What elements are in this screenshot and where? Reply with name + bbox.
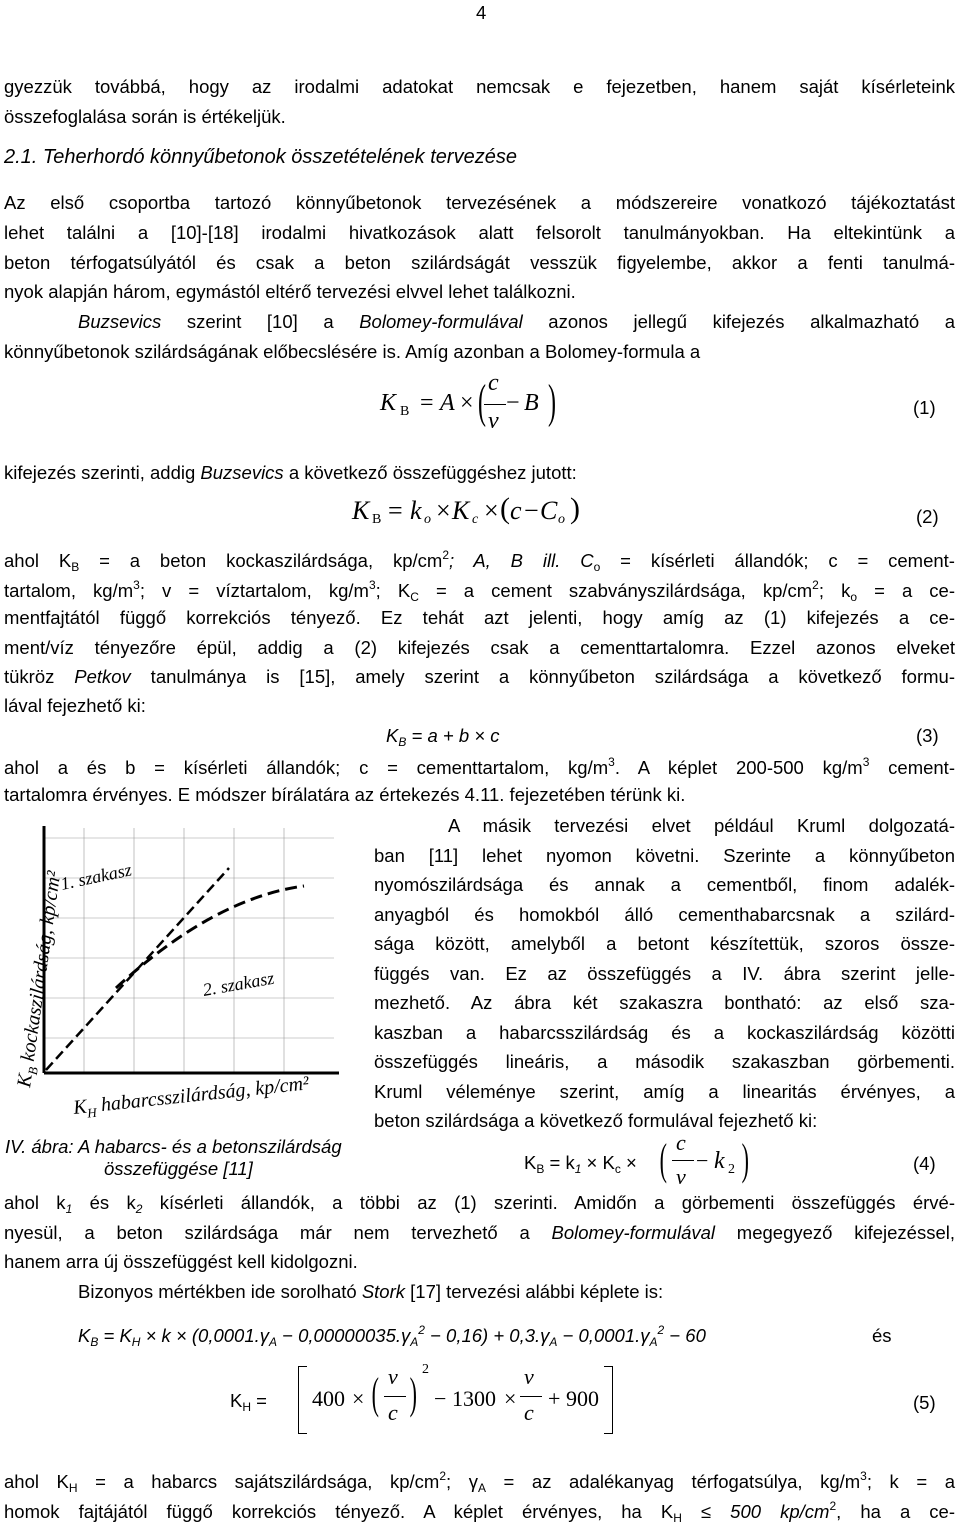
strength-relation-chart [4,818,364,1136]
paragraph-line: sága között, amelyből a betont készítettük, szoros össze- [374,933,955,954]
paragraph-line: mezhető. Az ábra két szakaszra bontható: az első sza- [374,992,955,1013]
paragraph-line: könnyűbetonok szilárdságának előbecslésére is. Amíg azonban a Bolomey-formula a [4,341,701,362]
word-es: és [872,1325,892,1346]
figure-caption: összefüggése [11] [104,1158,253,1179]
paragraph-line: gyezzük továbbá, hogy az irodalmi adatokat nemcsak e fejezetben, hanem saját kísérleteink [4,76,955,97]
equation-5: $K_H$ = 400 × ( v c ) 2 − 1300 × v c + 900 [230,1362,650,1438]
paragraph-line: anyagból és homokból álló cementhabarcsnak a szilárd- [374,903,955,925]
paragraph-line: ahol a és b = kísérleti állandók; c = cementtartalom, $kg/m^3$. A képlet 200-500 $kg/m^3$ cement- [4,755,955,778]
equation-4: $K_B = k_1 \times K_c$ × ( c v − k 2 ) [524,1130,749,1189]
segment-1-label: 1. szakasz [58,859,134,894]
page-number: 4 [476,2,487,23]
segment-2-label: 2. szakasz [201,967,276,1000]
equation-1-label: (1) [913,397,936,418]
paragraph-line: kaszban a habarcsszilárdság és a kockaszilárdság közötti [374,1021,955,1043]
paragraph-line: Az első csoportba tartozó könnyűbetonok tervezésének a módszereire vonatkozó tájékoztatást [4,192,955,213]
figure-caption: IV. ábra: A habarcs- és a betonszilárdság [5,1136,342,1157]
equation-1: K B = A × ( c v − B ) [380,370,556,434]
paragraph-line: kifejezés szerinti, addig Buzsevics a következő összefüggéshez jutott: [4,462,577,483]
paragraph-right [374,815,955,1140]
paragraph-line: beton térfogatsúlyától és csak a beton szilárdságát vesszük figyelembe, akkor a fenti tanulmá- [4,252,955,273]
equation-5-label: (5) [913,1392,936,1413]
paragraph-line: tükröz Petkov tanulmánya is [15], amely szerint a könnyűbeton szilárdsága a következő formu- [4,666,955,687]
equation-3: $K_B = a + b \times c$ [386,725,500,749]
paragraph-line: ahol $K_H = a$ habarcs sajátszilárdsága, $kp/cm^2$; $\gamma_A$ = az adalékanyag térfogatsúlya, $kg/m^3$; k = a [4,1469,955,1495]
equation-2: K B = k o × K c × ( c − C o ) [352,492,580,527]
curved-segment [116,886,304,988]
paragraph-line: Kruml véleménye szerint, amíg a linearitás érvényes, a [374,1080,955,1102]
equation-4-label: (4) [913,1153,936,1174]
paragraph-line: Bizonyos mértékben ide sorolható Stork [17] tervezési alábbi képlete is: [78,1281,664,1302]
paragraph-line: ahol $K_B = a$ beton kockaszilárdsága, $kp/cm^2$; A, B ill. $C_o$ = kísérleti állandók; c = cement- [4,548,955,574]
paragraph-line: Buzsevics szerint [10] a Bolomey-formulával azonos jellegű kifejezés alkalmazható a [78,311,955,332]
paragraph-line: függés van. Ez az összefüggés a IV. ábra szerint jelle- [374,962,955,984]
paragraph-line: mentfajtától függő korrekciós tényező. Ez tehát azt jelenti, hogy amíg az (1) kifejezés a ce- [4,607,955,628]
paragraph-line: tartalom, $kg/m^3$; v = víztartalom, $kg/m^3$; $K_C = a$ cement szabványszilárdsága, $kp/cm^2$; $k_o = a$ ce- [4,578,956,604]
paragraph-line: lával fejezhető ki: [4,695,146,716]
paragraph-line: nyesül, a beton szilárdsága már nem tervezhető a Bolomey-formulával megegyező kifejezéssel, [4,1222,955,1243]
paragraph-line: ment/víz tényezőre épül, addig a (2) kifejezés csak a cementtartalomra. Ezzel azonos elveket [4,637,955,658]
paragraph-line: lehet találni a [10]-[18] irodalmi hivatkozások alatt felsorolt tanulmányokban. Ha eltekintünk a [4,222,955,243]
x-axis-label: $K_H$ habarcsszilárdság, kp/cm² [72,1072,310,1121]
equation-3-label: (3) [916,725,939,746]
equation-stork: $K_B = K_H \times k \times (0,0001.\gamma_A - 0,00000035.\gamma_A^2 - 0,16) + 0,3.\gamma_A - 0,0001.\gamma_A^2 - 60$ [78,1323,706,1349]
paragraph-line: ahol $k_1$ és $k_2$ kísérleti állandók, a többi az (1) szerinti. Amidőn a görbementi összefüggés érvé- [4,1192,955,1216]
figure-iv [4,818,364,1136]
paragraph-line: beton szilárdsága a következő formulával fejezhető ki: [374,1110,818,1131]
section-heading: 2.1. Teherhordó könnyűbetonok összetételének tervezése [4,146,517,168]
paragraph-line: A másik tervezési elvet például Kruml dolgozatá- [448,815,955,836]
paragraph-line: összefüggés lineáris, a második szakaszban görbementi. [374,1051,955,1072]
paragraph-line: nyok alapján három, egymástól eltérő tervezési elvvel lehet találkozni. [4,281,576,302]
equation-2-label: (2) [916,506,939,527]
paragraph-line: ban [11] lehet nyomon követni. Szerinte a könnyűbeton [374,844,955,866]
paragraph-line: nyomószilárdsága és annak a cementből, finom adalék- [374,874,955,895]
paragraph-line: hanem arra új összefüggést kell kidolgozni. [4,1251,358,1272]
paragraph-line: összefoglalása során is értékeljük. [4,106,286,127]
hatching [44,828,334,1073]
y-axis-label: $K_B$ kockaszilárdság, kp/cm² [13,869,66,1089]
paragraph-line: tartalomra érvényes. E módszer bírálatára az értekezés 4.11. fejezetében térünk ki. [4,784,686,805]
paragraph-line: homok fajtájától függő korrekciós tényező. A képlet érvényes, ha $K_H \le 500$ $kp/cm^2$, ha a ce- [4,1499,955,1525]
